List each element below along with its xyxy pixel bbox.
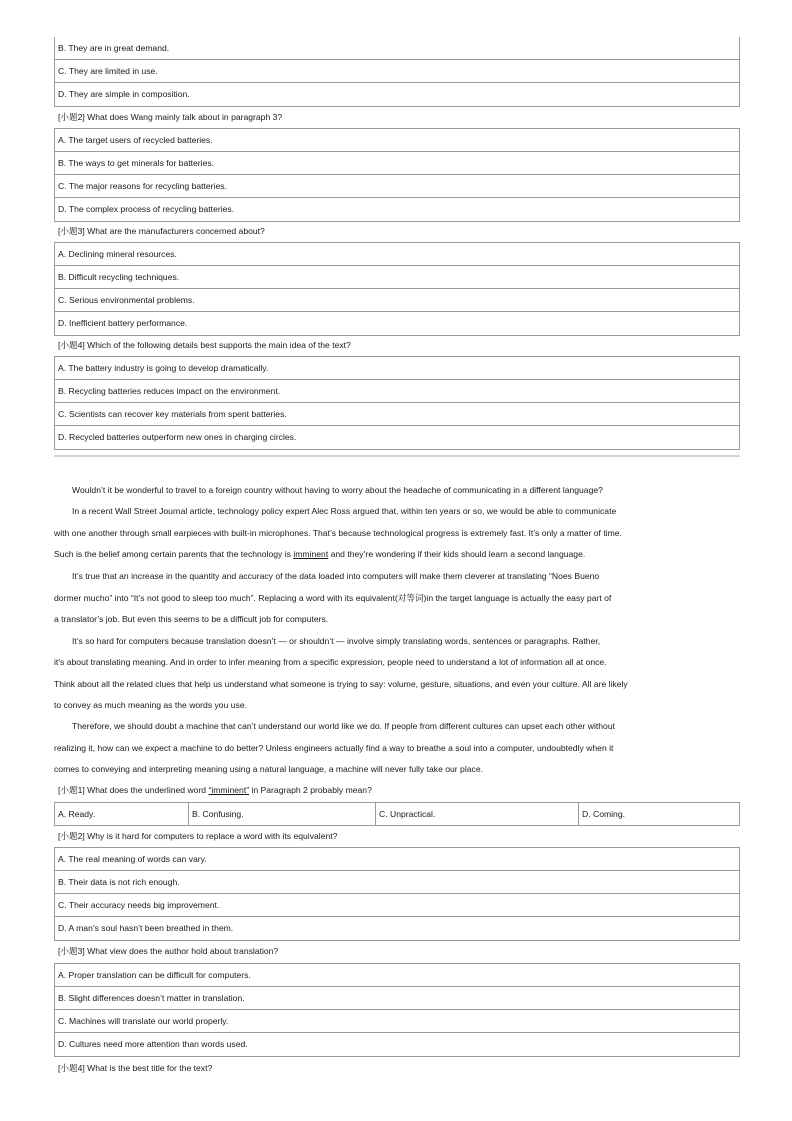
question-label: [小题3] What are the manufacturers concerned about? [58, 226, 265, 236]
passage-line: Therefore, we should doubt a machine that can’t understand our world like we do. If people from different cultures can upset each other without [72, 721, 615, 731]
passage-line: comes to conveying and interpreting meaning using a natural language, a machine will never fully take our place. [54, 764, 483, 774]
question-label: [小题3] What view does the author hold about translation? [58, 946, 279, 956]
option-a[interactable]: A. Declining mineral resources. [55, 243, 739, 266]
q2-options-box [54, 128, 740, 222]
option-a[interactable]: A. Proper translation can be difficult for computers. [55, 964, 739, 987]
passage-line: In a recent Wall Street Journal article, technology policy expert Alec Ross argued that, within ten years or so, we would be able to communicate [72, 506, 617, 516]
option-b[interactable]: B. Recycling batteries reduces impact on the environment. [55, 380, 739, 403]
passage-line: It’s true that an increase in the quantity and accuracy of the data loaded into computers will make them cleverer at translating “Noes Bueno [72, 571, 600, 581]
passage-line: Wouldn’t it be wonderful to travel to a foreign country without having to worry about the headache of communicating in a different language? [72, 485, 603, 495]
passage-line: a translator’s job. But even this seems to be a difficult job for computers. [54, 614, 329, 624]
underlined-word: “imminent” [208, 785, 250, 795]
underlined-word: imminent [293, 549, 329, 559]
option-d[interactable]: D. Cultures need more attention than words used. [58, 1039, 248, 1049]
q1-options-box [54, 37, 740, 107]
q4-options-box [54, 356, 740, 450]
passage-line: dormer mucho” into “It’s not good to sleep too much”. Replacing a word with its equivalent(对等词)in the target language is actually the easy part of [54, 593, 612, 603]
option-a[interactable]: A. The real meaning of words can vary. [55, 848, 739, 871]
q1-options-row [54, 802, 740, 826]
option-b[interactable]: B. Slight differences doesn’t matter in translation. [55, 987, 739, 1010]
option-b[interactable]: B. The ways to get minerals for batteries. [55, 152, 739, 175]
option-c[interactable]: C. Unpractical. [376, 803, 579, 825]
passage-line: to convey as much meaning as the words you use. [54, 700, 247, 710]
option-b[interactable]: B. Difficult recycling techniques. [55, 266, 739, 289]
option-a[interactable]: A. The target users of recycled batteries. [55, 129, 739, 152]
option-d[interactable]: D. The complex process of recycling batteries. [58, 204, 235, 214]
option-d[interactable]: D. Inefficient battery performance. [58, 318, 188, 328]
passage-line [54, 543, 742, 565]
option-b[interactable]: B. They are in great demand. [55, 37, 739, 60]
option-b[interactable]: B. Their data is not rich enough. [55, 871, 739, 894]
option-d[interactable]: D. They are simple in composition. [58, 89, 190, 99]
option-d[interactable]: D. A man’s soul hasn’t been breathed in them. [58, 923, 234, 933]
option-c[interactable]: C. The major reasons for recycling batteries. [55, 175, 739, 198]
q3-options-box [54, 242, 740, 336]
q3-options-box [54, 963, 740, 1057]
question-label [58, 780, 372, 800]
question-label: [小题4] What is the best title for the text? [58, 1063, 213, 1073]
q2-options-box [54, 847, 740, 941]
passage-line: realizing it, how can we expect a machine to do better? Unless engineers actually find a way to breathe a soul into a computer, undoubtedly when it [54, 743, 614, 753]
option-d[interactable]: D. Recycled batteries outperform new ones in charging circles. [58, 432, 297, 442]
passage-line: with one another through small earpieces with built-in microphones. That’s because technological progress is extremely fast. It’s only a matter of time. [54, 528, 622, 538]
text-span: Such is the belief among certain parents that the technology is [54, 549, 294, 559]
passage-line: it’s about translating meaning. And in order to infer meaning from a specific expression, people need to understand a lot of information all at once. [54, 657, 607, 667]
option-c[interactable]: C. They are limited in use. [55, 60, 739, 83]
text-span: and they’re wondering if their kids should learn a second language. [328, 549, 586, 559]
question-label: [小题4] Which of the following details best supports the main idea of the text? [58, 340, 351, 350]
question-label: [小题2] What does Wang mainly talk about in paragraph 3? [58, 112, 283, 122]
option-c[interactable]: C. Scientists can recover key materials from spent batteries. [55, 403, 739, 426]
option-a[interactable]: A. Ready. [55, 803, 189, 825]
text-span: in Paragraph 2 probably mean? [249, 785, 372, 795]
text-span: [小题1] What does the underlined word [58, 785, 209, 795]
option-d[interactable]: D. Coming. [582, 809, 625, 819]
passage-line: Think about all the related clues that help us understand what someone is trying to say: volume, gesture, situations, and even your culture. All are likely [54, 679, 628, 689]
question-label: [小题2] Why is it hard for computers to replace a word with its equivalent? [58, 831, 338, 841]
passage-line: It’s so hard for computers because translation doesn’t — or shouldn’t — involve simply translating words, sentences or paragraphs. Rather, [72, 636, 601, 646]
option-a[interactable]: A. The battery industry is going to develop dramatically. [55, 357, 739, 380]
option-c[interactable]: C. Serious environmental problems. [55, 289, 739, 312]
option-c[interactable]: C. Their accuracy needs big improvement. [55, 894, 739, 917]
option-b[interactable]: B. Confusing. [189, 803, 376, 825]
option-c[interactable]: C. Machines will translate our world properly. [55, 1010, 739, 1033]
section-divider [54, 455, 740, 457]
